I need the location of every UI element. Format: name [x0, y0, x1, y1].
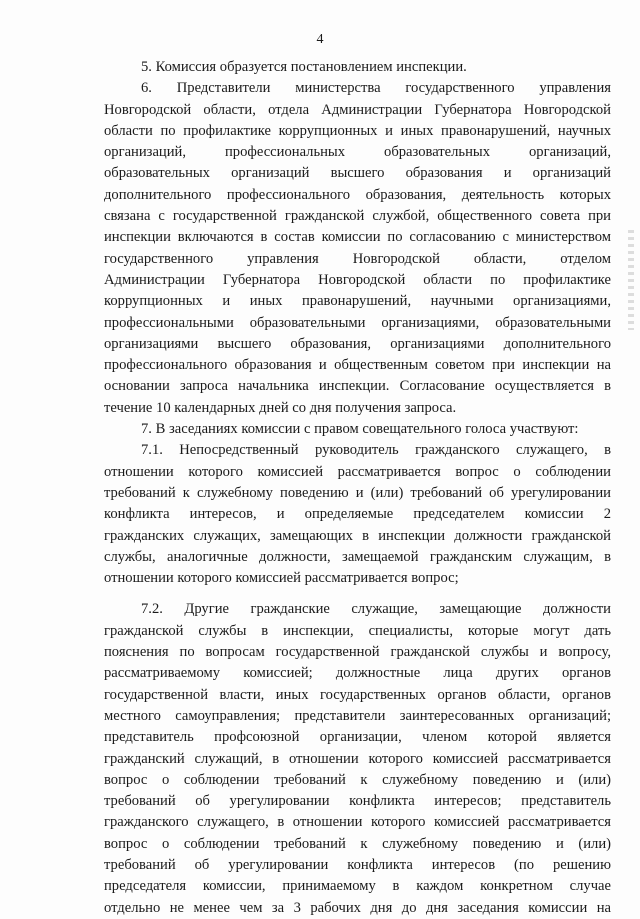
document-body: [104, 57, 611, 919]
text-line: конфликта интересов, и определяемые председателем комиссии 2: [104, 506, 611, 523]
text-line: отношении которого комиссией рассматривается вопрос о соблюдении: [104, 463, 611, 480]
text-line: пояснения по вопросам государственной гражданской службы и вопросу,: [104, 644, 611, 661]
text-line: 6. Представители министерства государственного управления: [141, 80, 611, 97]
text-line: государственного управления Новгородской области, отделом: [104, 250, 611, 267]
page-number: 4: [316, 32, 324, 47]
text-line: отношении которого комиссией рассматривается вопрос;: [104, 570, 459, 587]
text-line: службы, аналогичные должности, замещаемой гражданским служащим, в: [104, 548, 611, 565]
text-line: требований об урегулировании конфликта интересов; представитель: [104, 793, 611, 810]
text-line: образовательных организаций высшего образования и организаций: [104, 165, 611, 182]
text-line: гражданских служащих, замещающих в инспекции должности гражданской: [104, 527, 611, 544]
text-line: профессиональными образовательными организациями, образовательными: [104, 314, 611, 331]
margin-scan-mark: [628, 230, 634, 330]
text-line: основании запроса начальника инспекции. Согласование осуществляется в: [104, 378, 611, 395]
text-line: дополнительного профессионального образования, деятельность которых: [104, 186, 611, 203]
text-line: председателя комиссии, принимаемому в каждом конкретном случае: [104, 878, 611, 895]
text-line: коррупционных и иных правонарушений, научными организациями,: [104, 293, 611, 310]
text-line: местного самоуправления; представители заинтересованных организаций;: [104, 707, 611, 724]
text-line: 7.1. Непосредственный руководитель гражданского служащего, в: [141, 442, 611, 459]
text-line: Новгородской области, отдела Администрации Губернатора Новгородской: [104, 101, 611, 118]
text-line: 5. Комиссия образуется постановлением инспекции.: [141, 59, 467, 75]
text-line: требований об урегулировании конфликта интересов (по решению: [104, 856, 611, 873]
text-line: представитель профсоюзной организации, членом которой является: [104, 729, 611, 746]
text-line: гражданского служащего, в отношении которого комиссией рассматривается: [104, 814, 611, 831]
text-line: рассматриваемому комиссией; должностные лица других органов: [104, 665, 611, 682]
text-line: гражданской службы в инспекции, специалисты, которые могут дать: [104, 622, 611, 639]
text-line: вопрос о соблюдении требований к служебному поведению и (или): [104, 771, 611, 788]
text-line: государственной власти, иных государственных органов области, органов: [104, 686, 611, 703]
text-line: 7. В заседаниях комиссии с правом совещательного голоса участвуют:: [141, 421, 579, 438]
text-line: требований к служебному поведению и (или) требований об урегулировании: [104, 484, 611, 501]
text-line: 7.2. Другие гражданские служащие, замещающие должности: [141, 601, 611, 618]
text-line: организациями высшего образования, организациями дополнительного: [104, 335, 611, 352]
text-line: инспекции включаются в состав комиссии по согласованию с министерством: [104, 229, 611, 246]
text-line: профессионального образования и общественным советом при инспекции на: [104, 357, 611, 374]
text-line: организаций, профессиональных образовательных организаций,: [104, 144, 611, 161]
text-line: связана с государственной гражданской службой, общественного совета при: [104, 208, 611, 225]
text-line: Администрации Губернатора Новгородской области по профилактике: [104, 271, 611, 288]
text-line: гражданский служащий, в отношении которого комиссией рассматривается: [104, 750, 611, 767]
text-line: вопрос о соблюдении требований к служебному поведению и (или): [104, 835, 611, 852]
text-line: течение 10 календарных дней со дня получения запроса.: [104, 399, 457, 416]
text-line: области по профилактике коррупционных и иных правонарушений, научных: [104, 122, 611, 139]
text-line: отдельно не менее чем за 3 рабочих дня до дня заседания комиссии на: [104, 899, 611, 916]
